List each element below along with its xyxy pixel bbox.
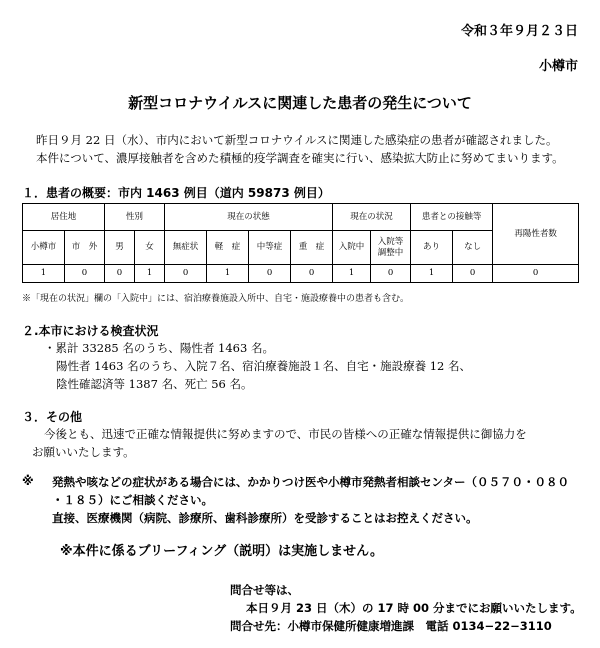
group-sex: 性別: [105, 204, 165, 231]
subheader-hospitalized: 入院中: [333, 231, 371, 265]
table-cell: 0: [291, 265, 333, 283]
contact-deadline: 本日９月 23 日（木）の 17 時 00 分までにお願いいたします。: [246, 601, 582, 615]
table-cell: 1: [135, 265, 165, 283]
subheader-mild: 軽 症: [207, 231, 249, 265]
section1-heading: １．患者の概要：市内 1463 例目（道内 59873 例目）: [22, 186, 330, 200]
notice-line-1: 発熱や咳などの症状がある場合には、かかりつけ医や小樽市発熱者相談センター（０５７０・０８０: [52, 475, 570, 489]
table-cell: 0: [493, 265, 579, 283]
table-cell: 0: [453, 265, 493, 283]
section2-line-2: 陽性者 1463 名のうち、入院７名、宿泊療養施設１名、自宅・施設療養 12 名、: [56, 359, 472, 373]
subheader-severe: 重 症: [291, 231, 333, 265]
table-cell: 1: [207, 265, 249, 283]
group-current-status: 現在の状況: [333, 204, 411, 231]
subheader-moderate: 中等症: [249, 231, 291, 265]
section3-heading: ３．その他: [22, 410, 83, 424]
notice-line-3: 直接、医療機関（病院、診療所、歯科診療所）を受診することはお控えください。: [52, 511, 478, 525]
section3-line-2: お願いいたします。: [32, 445, 135, 459]
subheader-contact-no: なし: [453, 231, 493, 265]
subheader-contact-yes: あり: [411, 231, 453, 265]
section2-line-3: 陰性確認済等 1387 名、死亡 56 名。: [56, 377, 253, 391]
notice-mark: ※: [22, 474, 34, 488]
intro-line-1: 昨日９月 22 日（水）、市内において新型コロナウイルスに関連した感染症の患者が確認されました。: [36, 133, 558, 147]
contact-info: 問合せ先：小樽市保健所健康増進課 電話 0134−22−3110: [230, 619, 552, 633]
group-current-condition: 現在の状態: [165, 204, 333, 231]
subheader-outside-city: 市 外: [65, 231, 105, 265]
table-cell: 0: [165, 265, 207, 283]
table-cell: 1: [411, 265, 453, 283]
section2-heading: ２.本市における検査状況: [22, 324, 159, 338]
group-residence: 居住地: [23, 204, 105, 231]
intro-line-2: 本件について、濃厚接触者を含めた積極的疫学調査を確実に行い、感染拡大防止に努めてまいります。: [36, 151, 564, 165]
table-cell: 0: [371, 265, 411, 283]
section2-line-1: ・累計 33285 名のうち、陽性者 1463 名。: [44, 341, 274, 355]
table-footnote: ※「現在の状況」欄の「入院中」には、宿泊療養施設入所中、自宅・施設療養中の患者も含む。: [22, 294, 410, 304]
subheader-female: 女: [135, 231, 165, 265]
contact-heading: 問合せ等は、: [230, 583, 299, 597]
table-cell: 0: [65, 265, 105, 283]
table-cell: 0: [105, 265, 135, 283]
table-cell: 0: [249, 265, 291, 283]
document-date: 令和３年９月２３日: [460, 24, 578, 39]
table-cell: 1: [333, 265, 371, 283]
notice-line-2: ・１８５）にご相談ください。: [52, 493, 213, 507]
group-repositive: 再陽性者数: [493, 204, 579, 265]
subheader-otaru: 小樽市: [23, 231, 65, 265]
subheader-asymptomatic: 無症状: [165, 231, 207, 265]
organization-name: 小樽市: [538, 59, 578, 74]
group-contact: 患者との接触等: [411, 204, 493, 231]
document-title: 新型コロナウイルスに関連した患者の発生について: [128, 94, 472, 112]
patient-summary-table: [22, 203, 579, 283]
section3-line-1: 今後とも、迅速で正確な情報提供に努めますので、市民の皆様への正確な情報提供に御協力を: [44, 427, 527, 441]
table-cell: 1: [23, 265, 65, 283]
briefing-notice: ※本件に係るブリーフィング（説明）は実施しません。: [60, 544, 383, 559]
subheader-male: 男: [105, 231, 135, 265]
subheader-adjusting: 入院等 調整中: [371, 231, 411, 265]
